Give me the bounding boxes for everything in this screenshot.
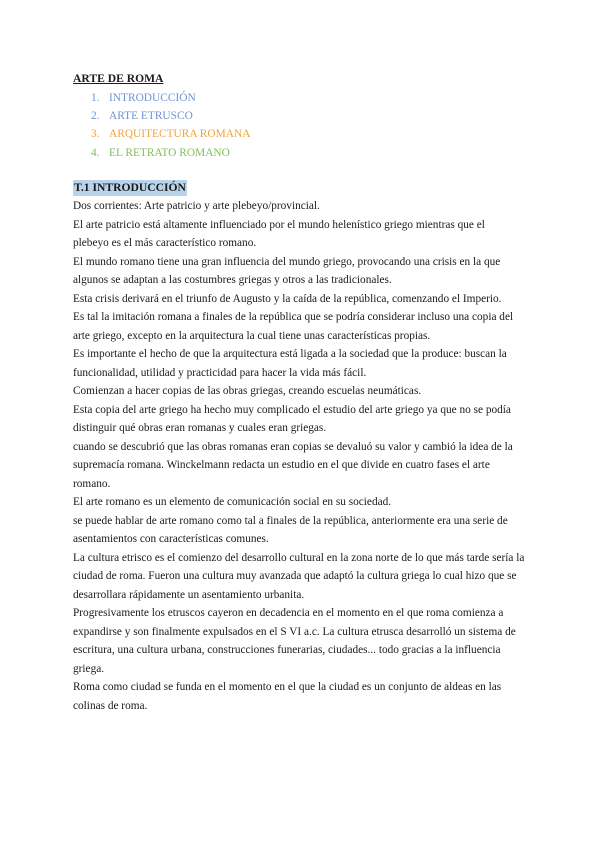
text-line: cuando se descubrió que las obras romanas eran copias se devaluó su valor y cambió la idea de la bbox=[73, 440, 513, 453]
text-line: colinas de roma. bbox=[73, 699, 148, 712]
text-line: romano. bbox=[73, 477, 111, 490]
toc-item-label: INTRODUCCIÓN bbox=[109, 92, 196, 104]
section-heading: T.1 INTRODUCCIÓN bbox=[74, 181, 186, 194]
text-line: se puede hablar de arte romano como tal a finales de la república, anteriormente era una serie de bbox=[73, 514, 508, 527]
text-line: griega. bbox=[73, 662, 105, 675]
toc-item-label: ARQUITECTURA ROMANA bbox=[109, 128, 251, 141]
toc-item-number: 1. bbox=[91, 92, 100, 104]
body-text bbox=[73, 197, 523, 715]
toc-item-number: 2. bbox=[91, 110, 100, 123]
toc-item[interactable] bbox=[91, 125, 250, 143]
table-of-contents bbox=[91, 89, 250, 162]
text-line: Comienzan a hacer copias de las obras griegas, creando escuelas neumáticas. bbox=[73, 385, 422, 397]
text-line: escritura, una cultura urbana, construcciones funerarias, ciudades... todo gracias a la influencia bbox=[73, 644, 501, 656]
document-title: ARTE DE ROMA bbox=[73, 72, 164, 85]
text-line: La cultura etrisco es el comienzo del desarrollo cultural en la zona norte de lo que más tarde sería la bbox=[73, 551, 525, 564]
text-line: El mundo romano tiene una gran influencia del mundo griego, provocando una crisis en la que bbox=[73, 255, 501, 268]
toc-item-number: 3. bbox=[91, 128, 100, 141]
text-line: Esta copia del arte griego ha hecho muy complicado el estudio del arte griego ya que no se podía bbox=[73, 403, 511, 416]
text-line: distinguir qué obras eran romanas y cuales eran griegas. bbox=[73, 422, 327, 434]
text-line: plebeyo es el más característico romano. bbox=[73, 237, 257, 249]
text-line: El arte patricio está altamente influenciado por el mundo helenístico griego mientras que el bbox=[73, 218, 485, 231]
toc-item-label: ARTE ETRUSCO bbox=[109, 110, 193, 123]
text-line: supremacía romana. Winckelmann redacta un estudio en el que divide en cuatro fases el arte bbox=[73, 459, 490, 471]
text-line: Roma como ciudad se funda en el momento en el que la ciudad es un conjunto de aldeas en las bbox=[73, 681, 502, 693]
text-line: arte griego, excepto en la arquitectura la cual tiene unas características propias. bbox=[73, 329, 431, 342]
text-line: Esta crisis derivará en el triunfo de Augusto y la caída de la república, comenzando el Imperio. bbox=[73, 292, 502, 305]
text-line: ciudad de roma. Fueron una cultura muy avanzada que adaptó la cultura griega lo cual hizo que se bbox=[73, 570, 517, 582]
toc-item-number: 4. bbox=[91, 146, 100, 159]
text-line: expandirse y son finalmente expulsados en el S VI a.c. La cultura etrusca desarrolló un sistema de bbox=[73, 625, 516, 638]
text-line: desarrollara rápidamente un asentamiento urbanita. bbox=[73, 588, 305, 601]
toc-item[interactable] bbox=[91, 89, 250, 107]
toc-item-label: EL RETRATO ROMANO bbox=[109, 146, 230, 159]
text-line: algunos se adaptan a las costumbres griegas y otros a las tradicionales. bbox=[73, 274, 392, 286]
text-line: Es tal la imitación romana a finales de la república que se podría considerar incluso una copia del bbox=[73, 311, 514, 323]
text-line: Es importante el hecho de que la arquitectura está ligada a la sociedad que la produce: buscan la bbox=[73, 348, 507, 360]
text-line: funcionalidad, utilidad y practicidad para hacer la vida más fácil. bbox=[73, 366, 367, 379]
text-line: asentamientos con características comunes. bbox=[73, 533, 269, 545]
toc-item[interactable] bbox=[91, 144, 250, 162]
text-line: Progresivamente los etruscos cayeron en decadencia en el momento en el que roma comienza a bbox=[73, 607, 504, 619]
text-line: Dos corrientes: Arte patricio y arte plebeyo/provincial. bbox=[73, 200, 320, 212]
text-line: El arte romano es un elemento de comunicación social en su sociedad. bbox=[73, 496, 392, 508]
toc-item[interactable] bbox=[91, 107, 250, 125]
